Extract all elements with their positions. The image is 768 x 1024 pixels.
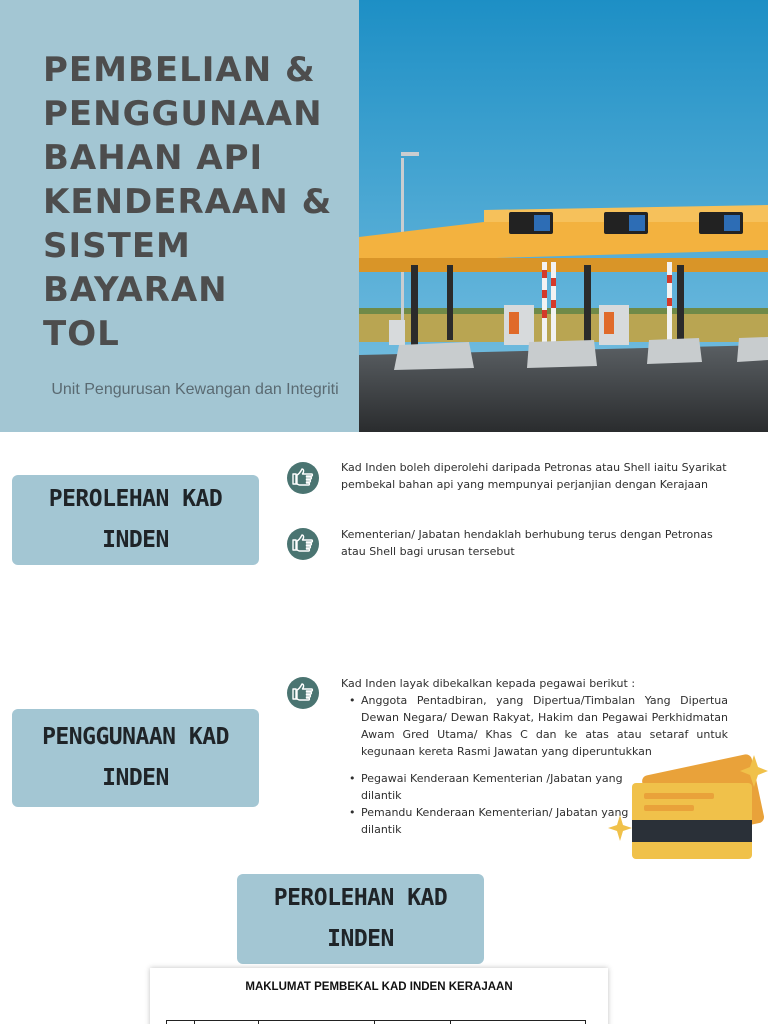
pointing-hand-icon-glyph <box>291 468 315 488</box>
sparkle-icon <box>608 815 632 841</box>
page-subtitle: Unit Pengurusan Kewangan dan Integriti <box>51 381 339 398</box>
section-header-penggunaan: PENGGUNAAN KAD INDEN <box>12 709 259 807</box>
pointing-hand-icon-glyph <box>291 534 315 554</box>
supplier-table <box>166 1020 586 1024</box>
section1-item-1: Kad Inden boleh diperolehi daripada Petronas atau Shell iaitu Syarikat pembekal bahan api yang mempunyai perjanjian dengan Kerajaan <box>341 461 727 491</box>
credit-card-icon <box>600 745 768 870</box>
section-header-perolehan-2: PEROLEHAN KAD INDEN <box>237 874 484 964</box>
list-item: • Pegawai Kenderaan Kementerian /Jabatan yang dilantik <box>349 770 639 804</box>
pointing-hand-icon <box>287 677 319 709</box>
table-title: MAKLUMAT PEMBEKAL KAD INDEN KERAJAAN <box>245 981 513 993</box>
hero-title-panel <box>0 0 359 432</box>
list-item: • Pemandu Kenderaan Kementerian/ Jabatan yang dilantik <box>349 804 639 838</box>
section-header-perolehan: PEROLEHAN KAD INDEN <box>12 475 259 565</box>
pointing-hand-icon <box>287 528 319 560</box>
supplier-table-card <box>150 968 608 1024</box>
section2-bullet-list-2 <box>349 770 639 838</box>
toll-plaza-illustration <box>359 0 768 432</box>
pointing-hand-icon <box>287 462 319 494</box>
pointing-hand-icon-glyph <box>291 683 315 703</box>
list-item: • Anggota Pentadbiran, yang Dipertua/Timbalan Yang Dipertua Dewan Negara/ Dewan Rakyat, Hakim dan Pegawai Perkhidmatan Awam Gred Utama/ Khas C dan ke atas atau setaraf untuk kegunaan kereta Rasmi Jawatan yang diperuntukkan <box>349 692 728 760</box>
page-title: PEMBELIAN & PENGGUNAAN BAHAN API KENDERAAN & SISTEM BAYARAN TOL <box>43 50 333 354</box>
hero-banner <box>0 0 768 432</box>
toll-plaza-photo <box>359 0 768 432</box>
section2-intro: Kad Inden layak dibekalkan kepada pegawai berikut : <box>341 677 636 690</box>
section1-item-2: Kementerian/ Jabatan hendaklah berhubung terus dengan Petronas atau Shell bagi urusan tersebut <box>341 528 713 558</box>
